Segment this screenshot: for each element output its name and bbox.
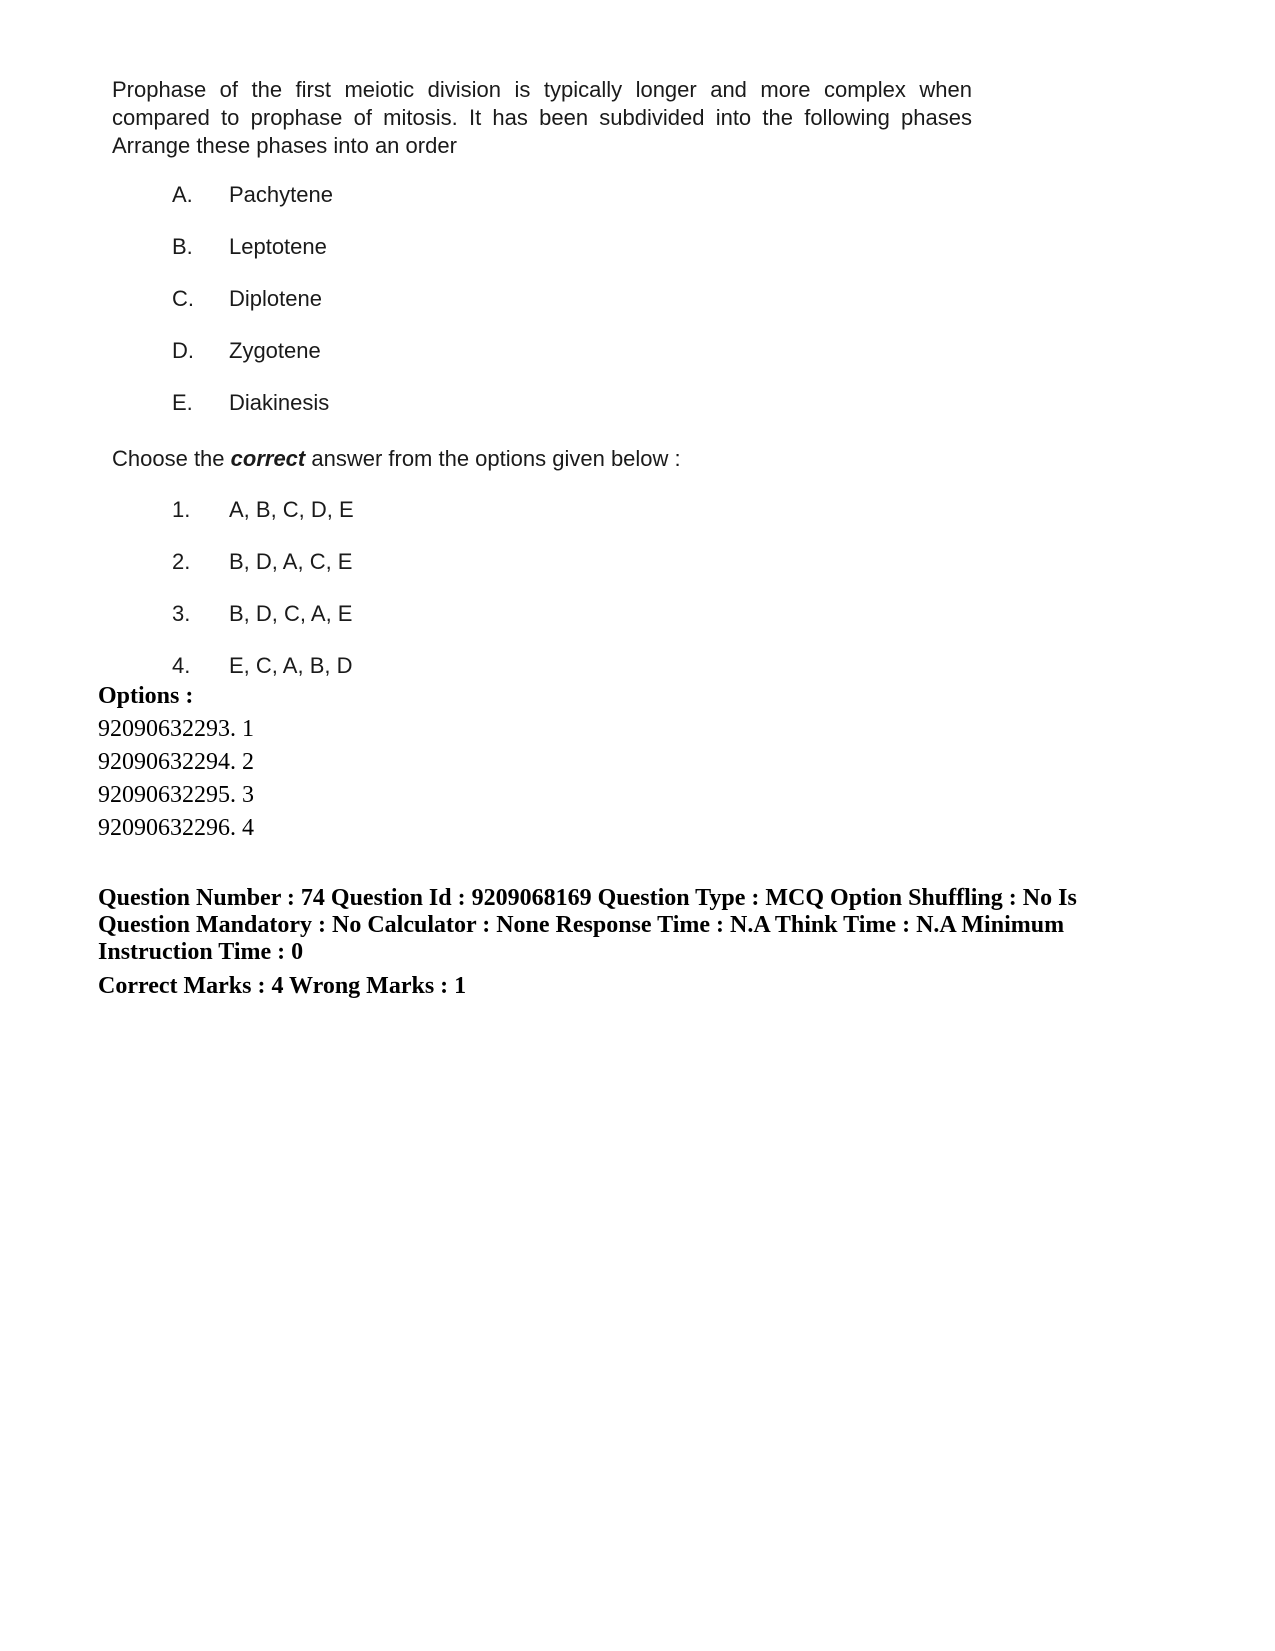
- answer-text: E, C, A, B, D: [229, 653, 353, 678]
- answer-item: [112, 548, 972, 600]
- question-image: [112, 76, 972, 704]
- option-line: 92090632294. 2: [98, 749, 254, 775]
- phase-letter: A.: [172, 182, 193, 207]
- phase-text: Leptotene: [229, 234, 327, 259]
- answer-text: B, D, A, C, E: [229, 549, 353, 574]
- phase-item: [112, 285, 972, 337]
- choose-emphasis: correct: [230, 446, 306, 471]
- answer-list: [112, 496, 972, 704]
- options-heading: Options :: [98, 683, 194, 709]
- answer-number: 4.: [172, 653, 191, 678]
- answer-item: [112, 496, 972, 548]
- choose-text-after: answer from the options given below :: [305, 446, 681, 471]
- question-stem: Prophase of the first meiotic division is typically longer and more complex when compared to prophase of mitosis. It has been subdivided into the following phases Arrange these phases into an order: [112, 77, 972, 158]
- option-line: 92090632296. 4: [98, 815, 254, 841]
- phase-text: Diplotene: [229, 286, 322, 311]
- phase-text: Pachytene: [229, 182, 333, 207]
- question-info-block: [98, 885, 1118, 1000]
- question-info: Question Number : 74 Question Id : 9209068169 Question Type : MCQ Option Shuffling : No Is Question Mandatory : No Calculator : None Response Time : N.A Think Time : N.A Minimum Instruction Time : 0: [98, 885, 1077, 965]
- options-block: [98, 680, 254, 845]
- phase-text: Zygotene: [229, 338, 321, 363]
- phase-item: [112, 233, 972, 285]
- phase-list: [112, 181, 972, 441]
- phase-item: [112, 389, 972, 441]
- phase-letter: D.: [172, 338, 194, 363]
- phase-letter: C.: [172, 286, 194, 311]
- phase-item: [112, 337, 972, 389]
- answer-text: B, D, C, A, E: [229, 601, 353, 626]
- phase-item: [112, 181, 972, 233]
- option-line: 92090632293. 1: [98, 716, 254, 742]
- option-line: 92090632295. 3: [98, 782, 254, 808]
- answer-item: [112, 600, 972, 652]
- marks-info: Correct Marks : 4 Wrong Marks : 1: [98, 973, 467, 999]
- phase-letter: B.: [172, 234, 193, 259]
- choose-text-before: Choose the: [112, 446, 231, 471]
- choose-instruction: [112, 445, 972, 473]
- answer-number: 3.: [172, 601, 191, 626]
- answer-text: A, B, C, D, E: [229, 497, 354, 522]
- answer-number: 2.: [172, 549, 191, 574]
- answer-number: 1.: [172, 497, 191, 522]
- phase-text: Diakinesis: [229, 390, 330, 415]
- phase-letter: E.: [172, 390, 193, 415]
